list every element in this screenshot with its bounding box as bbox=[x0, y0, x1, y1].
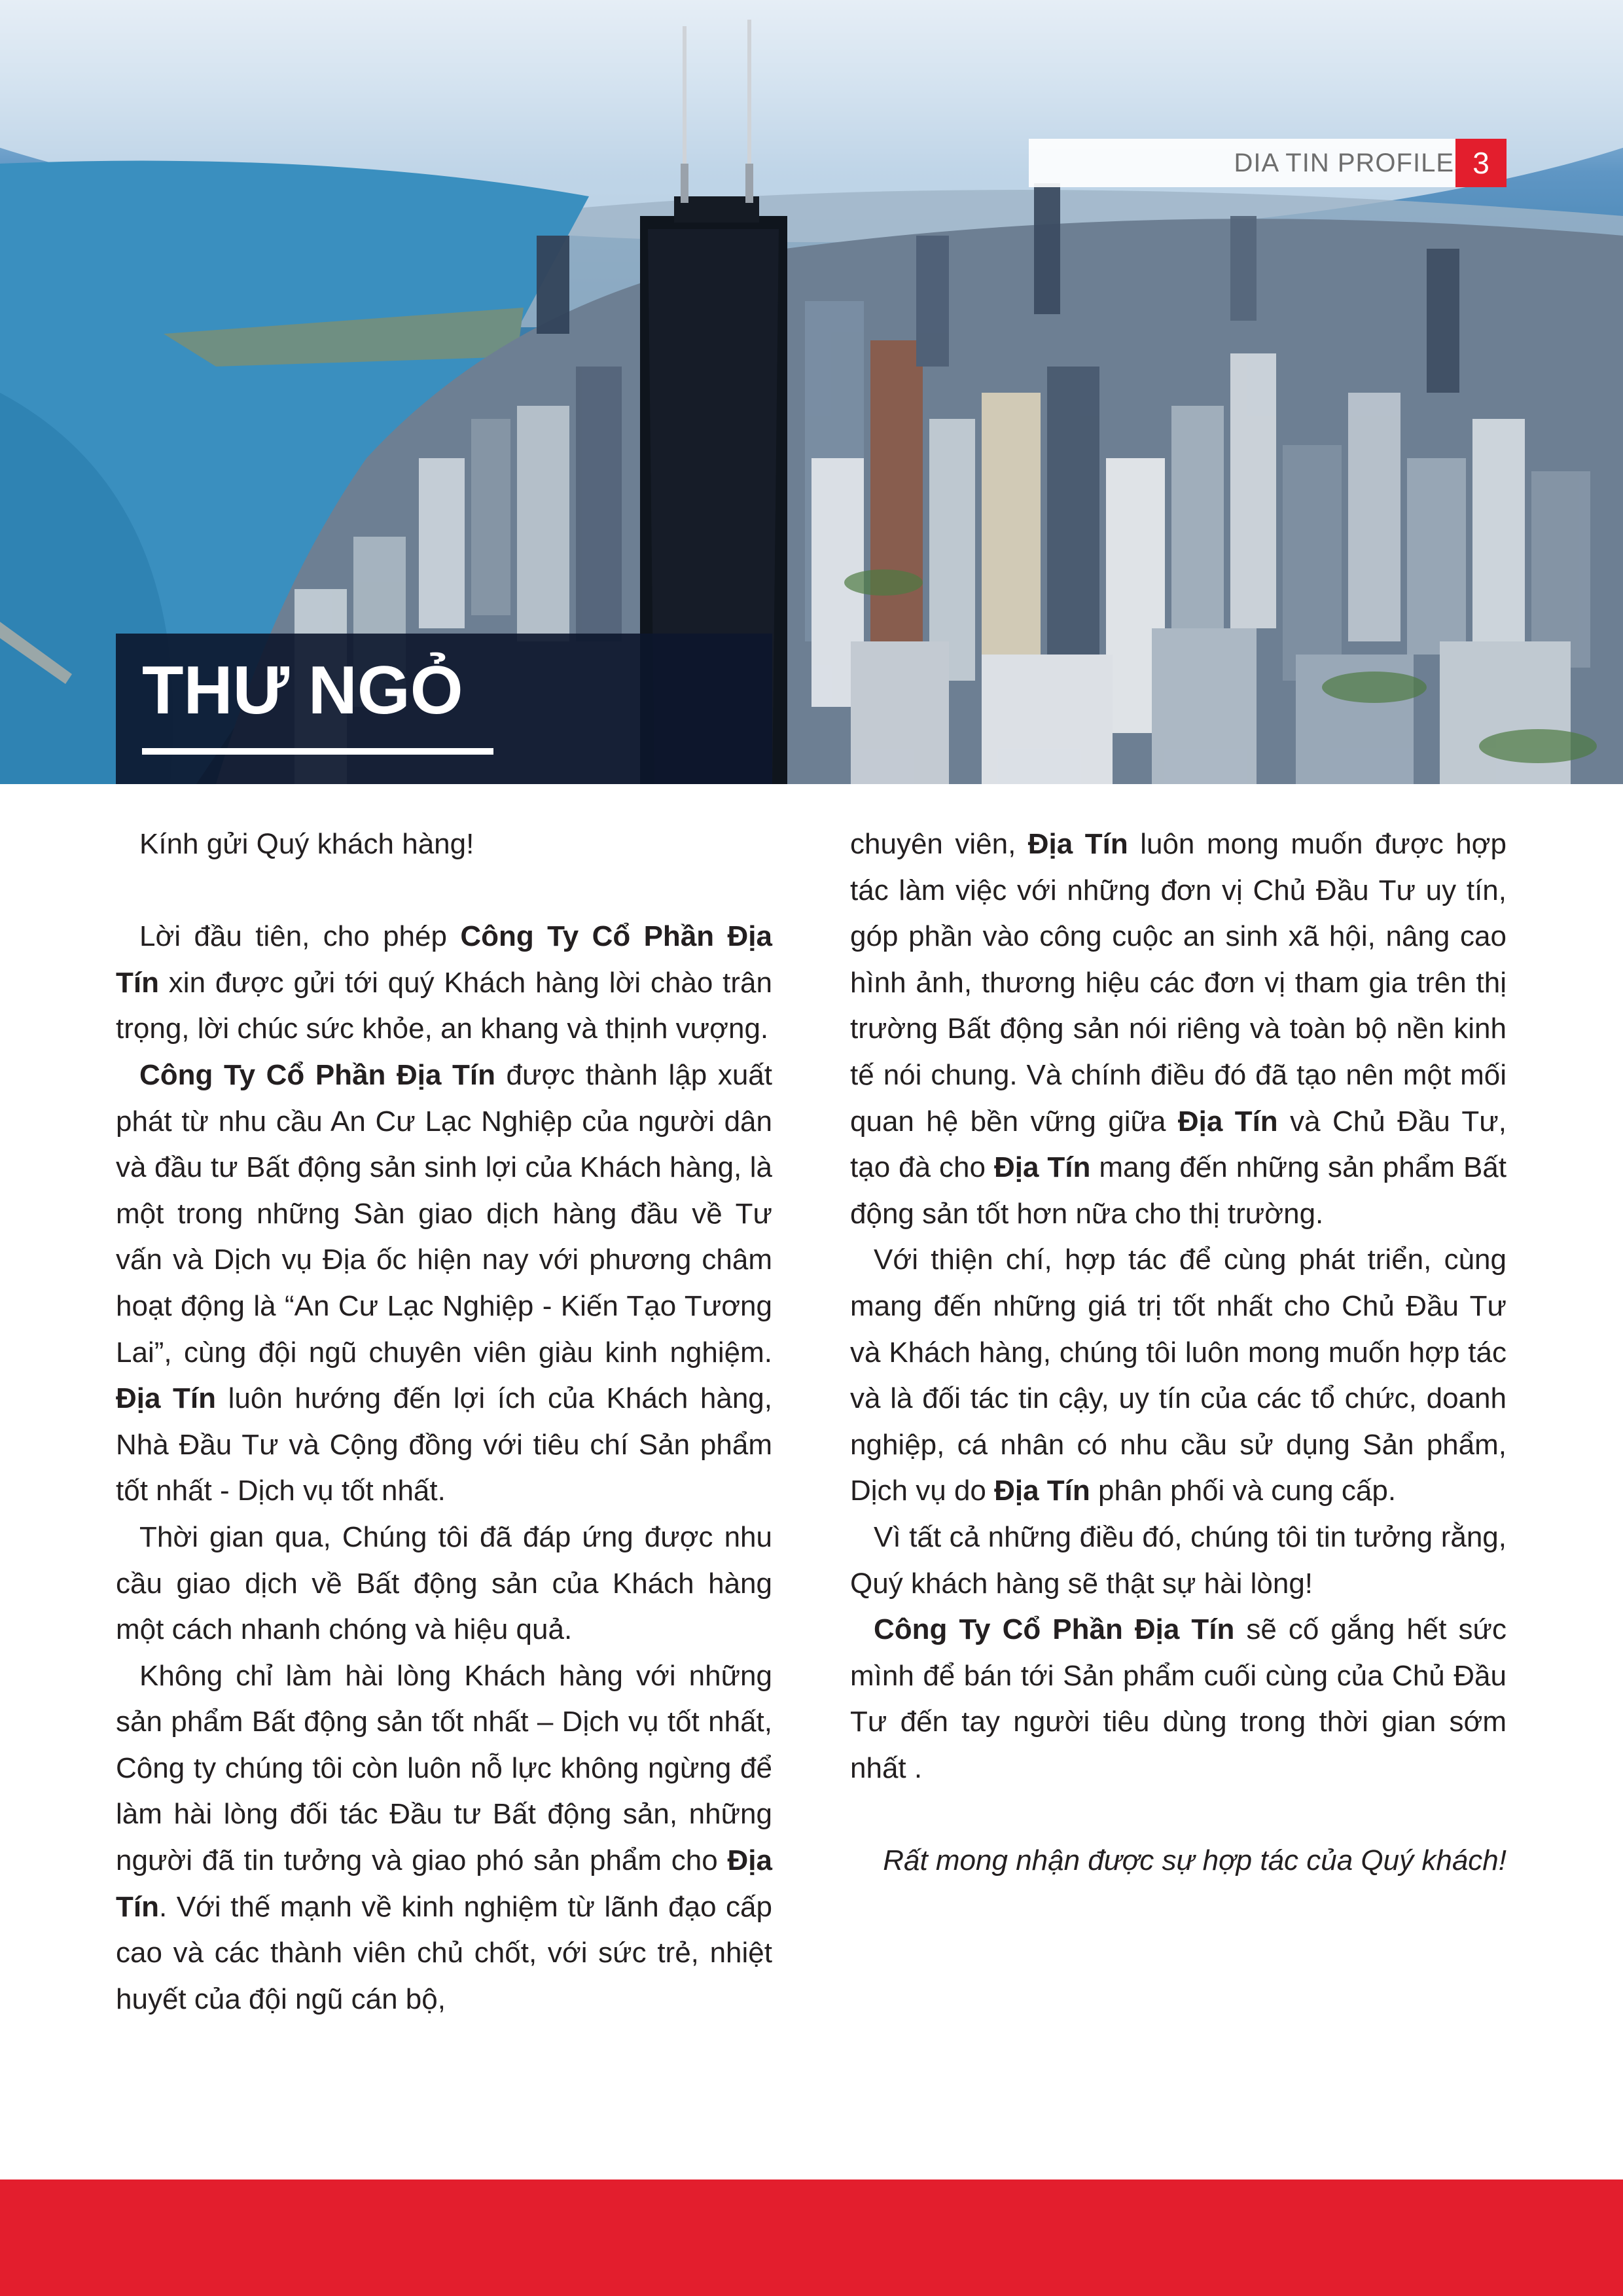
paragraph bbox=[116, 1515, 772, 1653]
bold-text: Công Ty Cổ Phần Địa Tín bbox=[116, 920, 772, 999]
page-title: THƯ NGỎ bbox=[142, 653, 463, 728]
bold-text: Địa Tín bbox=[1177, 1105, 1278, 1138]
text-run: chuyên viên, bbox=[850, 828, 1028, 860]
bold-text: Công Ty Cổ Phần Địa Tín bbox=[874, 1613, 1235, 1646]
paragraph bbox=[850, 1237, 1507, 1515]
paragraph bbox=[116, 1052, 772, 1515]
bold-text: Địa Tín bbox=[1027, 828, 1128, 860]
page-number: 3 bbox=[1455, 139, 1507, 187]
body-column-right bbox=[850, 821, 1507, 1884]
text-run: . Với thế mạnh về kinh nghiệm từ lãnh đạo cấp cao và các thành viên chủ chốt, với sức trẻ, nhiệt huyết của đội ngũ cán bộ, bbox=[116, 1890, 772, 2015]
paragraph bbox=[116, 914, 772, 1052]
text-run: Không chỉ làm hài lòng Khách hàng với những sản phẩm Bất động sản tốt nhất – Dịch vụ tốt nhất, Công ty chúng tôi còn luôn nỗ lực không ngừng để làm hài lòng đối tác Đầu tư Bất động sản, những người đã tin tưởng và giao phó sản phẩm cho bbox=[116, 1659, 772, 1877]
paragraph bbox=[850, 821, 1507, 1237]
text-run: mang đến những sản phẩm Bất động sản tốt hơn nữa cho thị trường. bbox=[850, 1151, 1507, 1230]
page-header-tag bbox=[1029, 139, 1507, 187]
text-run: Kính gửi Quý khách hàng! bbox=[139, 828, 474, 860]
bold-text: Địa Tín bbox=[994, 1475, 1090, 1507]
paragraph bbox=[116, 1653, 772, 2023]
footer-bar bbox=[0, 2179, 1623, 2296]
bold-text: Địa Tín bbox=[116, 1844, 772, 1923]
title-underline bbox=[142, 748, 493, 755]
text-run: Lời đầu tiên, cho phép bbox=[139, 920, 461, 953]
bold-text: Địa Tín bbox=[116, 1382, 217, 1415]
text-run: sẽ cố gắng hết sức mình để bán tới Sản phẩm cuối cùng của Chủ Đầu Tư đến tay người tiêu dùng trong thời gian sớm nhất . bbox=[850, 1613, 1507, 1784]
text-run: xin được gửi tới quý Khách hàng lời chào trân trọng, lời chúc sức khỏe, an khang và thịnh vượng. bbox=[116, 966, 772, 1045]
bold-text: Địa Tín bbox=[993, 1151, 1091, 1184]
text-run: luôn mong muốn được hợp tác làm việc với những đơn vị Chủ Đầu Tư uy tín, góp phần vào công cuộc an sinh xã hội, nâng cao hình ảnh, thương hiệu các đơn vị tham gia trên thị trường Bất động sản nói riêng và toàn bộ nền kinh tế nói chung. Và chính điều đó đã tạo nên một mối quan hệ bền vững giữa bbox=[850, 828, 1507, 1138]
text-run: luôn hướng đến lợi ích của Khách hàng, Nhà Đầu Tư và Cộng đồng với tiêu chí Sản phẩm tốt nhất - Dịch vụ tốt nhất. bbox=[116, 1382, 772, 1507]
text-run: Rất mong nhận được sự hợp tác của Quý khách! bbox=[883, 1844, 1507, 1877]
text-run: Vì tất cả những điều đó, chúng tôi tin tưởng rằng, Quý khách hàng sẽ thật sự hài lòng! bbox=[850, 1520, 1507, 1600]
paragraph bbox=[850, 1838, 1507, 1884]
text-run: được thành lập xuất phát từ nhu cầu An Cư Lạc Nghiệp của người dân và đầu tư Bất động sản sinh lợi của Khách hàng, là một trong những Sàn giao dịch hàng đầu về Tư vấn và Dịch vụ Địa ốc hiện nay với phương châm hoạt động là “An Cư Lạc Nghiệp - Kiến Tạo Tương Lai”, cùng đội ngũ chuyên viên giàu kinh nghiệm. bbox=[116, 1058, 772, 1369]
paragraph bbox=[850, 1515, 1507, 1607]
bold-text: Công Ty Cổ Phần Địa Tín bbox=[139, 1058, 495, 1091]
paragraph bbox=[116, 821, 772, 868]
header-label: DIA TIN PROFILE bbox=[1234, 149, 1454, 177]
text-run: và Chủ Đầu Tư, tạo đà cho bbox=[850, 1105, 1507, 1184]
title-banner bbox=[116, 634, 772, 784]
text-run: Với thiện chí, hợp tác để cùng phát triển, cùng mang đến những giá trị tốt nhất cho Chủ Đầu Tư và Khách hàng, chúng tôi luôn mong muốn hợp tác và là đối tác tin cậy, uy tín của các tổ chức, doanh nghiệp, cá nhân có nhu cầu sử dụng Sản phẩm, Dịch vụ do bbox=[850, 1244, 1507, 1507]
paragraph bbox=[850, 1607, 1507, 1791]
body-column-left bbox=[116, 821, 772, 2022]
text-run: Thời gian qua, Chúng tôi đã đáp ứng được nhu cầu giao dịch về Bất động sản của Khách hàng một cách nhanh chóng và hiệu quả. bbox=[116, 1520, 772, 1646]
text-run: phân phối và cung cấp. bbox=[1090, 1475, 1397, 1507]
